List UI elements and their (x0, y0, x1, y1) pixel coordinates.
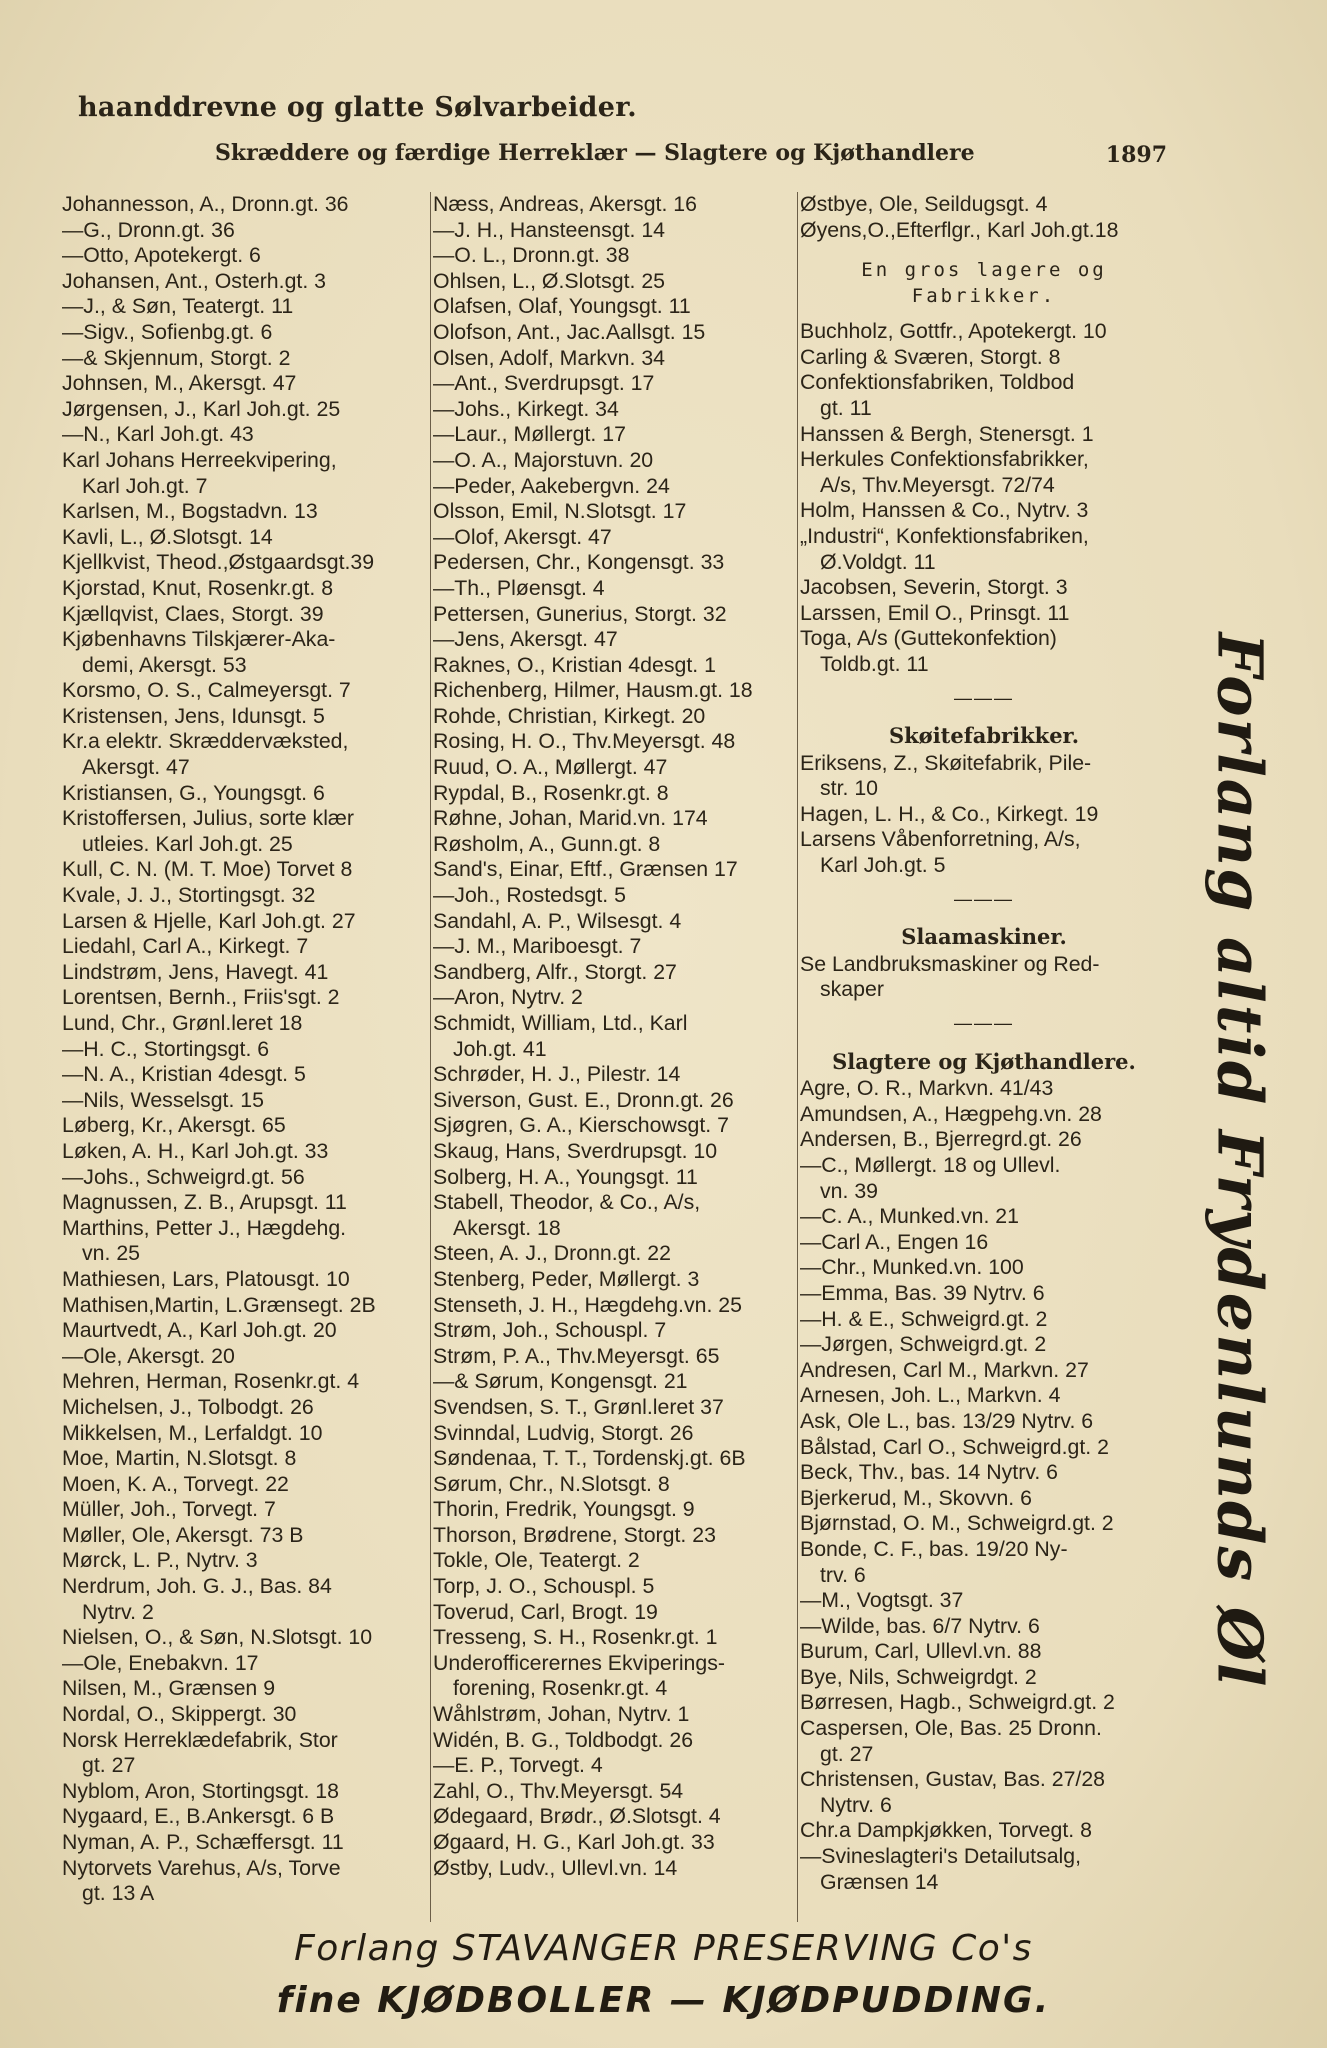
top-continuation-line: haanddrevne og glatte Sølvarbeider. (78, 92, 637, 123)
directory-entry: Stenberg, Peder, Møllergt. 3 (433, 1266, 700, 1291)
running-head: Skræddere og færdige Herreklær — Slagtere og Kjøthandlere (215, 140, 975, 166)
column-1 (62, 192, 427, 1907)
directory-entry: —& Sørum, Kongensgt. 21 (433, 1369, 688, 1394)
directory-entry: Rosing, H. O., Thv.Meyersgt. 48 (433, 729, 736, 754)
slaa-heading: Slaamaskiner. (901, 924, 1067, 950)
directory-entry: Svendsen, S. T., Grønl.leret 37 (433, 1394, 724, 1419)
skoite-heading: Skøitefabrikker. (888, 723, 1080, 749)
directory-entry: Børresen, Hagb., Schweigrd.gt. 2 (800, 1690, 1115, 1715)
engros-heading-line: En gros lagere og (861, 259, 1107, 282)
directory-entry: Liedahl, Carl A., Kirkegt. 7 (62, 934, 309, 959)
directory-entry: Nyblom, Aron, Stortingsgt. 18 (62, 1778, 339, 1803)
directory-entry: Kjøbenhavns Tilskjærer-Aka- (62, 627, 336, 652)
directory-entry: —G., Dronn.gt. 36 (62, 217, 235, 242)
directory-entry: Christensen, Gustav, Bas. 27/28 (800, 1767, 1106, 1792)
directory-entry: Sandberg, Alfr., Storgt. 27 (433, 959, 677, 984)
directory-entry: Johnsen, M., Akersgt. 47 (62, 371, 297, 396)
directory-entry: Sand's, Einar, Eftf., Grænsen 17 (433, 857, 738, 882)
directory-entry: Herkules Confektionsfabrikker, (800, 447, 1089, 472)
directory-entry: Øyens,O.,Efterflgr., Karl Joh.gt.18 (800, 217, 1119, 242)
directory-entry: —Wilde, bas. 6/7 Nytrv. 6 (800, 1613, 1040, 1638)
directory-entry: Øgaard, H. G., Karl Joh.gt. 33 (433, 1830, 715, 1854)
directory-entry: Karlsen, M., Bogstadvn. 13 (62, 499, 318, 524)
directory-entry: Pedersen, Chr., Kongensgt. 33 (433, 550, 725, 575)
directory-entry: Jørgensen, J., Karl Joh.gt. 25 (62, 396, 341, 421)
directory-entry: —Jørgen, Schweigrd.gt. 2 (800, 1332, 1047, 1357)
directory-entry: —Emma, Bas. 39 Nytrv. 6 (800, 1280, 1045, 1305)
directory-entry: Thorson, Brødrene, Storgt. 23 (433, 1522, 716, 1547)
directory-entry: Grænsen 14 (820, 1869, 939, 1894)
directory-entry: Moen, K. A., Torvegt. 22 (62, 1471, 289, 1496)
directory-entry: Sørum, Chr., N.Slotsgt. 8 (433, 1471, 670, 1496)
directory-entry: Rypdal, B., Rosenkr.gt. 8 (433, 780, 669, 805)
directory-entry: Bjerkerud, M., Skovvn. 6 (800, 1485, 1032, 1510)
directory-entry: Møller, Ole, Akersgt. 73 B (62, 1522, 304, 1547)
directory-entry: Wåhlstrøm, Johan, Nytrv. 1 (433, 1702, 690, 1727)
directory-entry: —Laur., Møllergt. 17 (433, 422, 626, 447)
directory-entry: Chr.a Dampkjøkken, Torvegt. 8 (800, 1818, 1092, 1843)
bottom-ad-line-1: Forlang STAVANGER PRESERVING Co's (294, 1928, 1033, 1969)
directory-entry: Strøm, Joh., Schouspl. 7 (433, 1318, 667, 1343)
directory-entry: Caspersen, Ole, Bas. 25 Dronn. (800, 1716, 1102, 1741)
directory-entry: Ødegaard, Brødr., Ø.Slotsgt. 4 (433, 1804, 721, 1829)
column-3 (800, 192, 1168, 1895)
column-2 (433, 192, 795, 1881)
directory-entry: Ruud, O. A., Møllergt. 47 (433, 755, 668, 780)
directory-entry: Mikkelsen, M., Lerfaldgt. 10 (62, 1420, 323, 1445)
directory-entry: Magnussen, Z. B., Arupsgt. 11 (62, 1190, 347, 1215)
directory-entry: Marthins, Petter J., Hægdehg. (62, 1215, 347, 1240)
separator: ——— (954, 687, 1014, 708)
directory-entry: Nordal, O., Skippergt. 30 (62, 1702, 297, 1727)
directory-entry: —M., Vogtsgt. 37 (800, 1588, 964, 1613)
directory-entry: Rohde, Christian, Kirkegt. 20 (433, 703, 706, 728)
directory-entry: Norsk Herreklædefabrik, Stor (62, 1727, 338, 1752)
separator: ——— (954, 1013, 1014, 1034)
directory-entry: forening, Rosenkr.gt. 4 (453, 1676, 668, 1701)
slaa-list (800, 952, 1168, 1003)
directory-entry: str. 10 (820, 776, 879, 801)
directory-entry: Zahl, O., Thv.Meyersgt. 54 (433, 1778, 684, 1803)
directory-entry: Nilsen, M., Grænsen 9 (62, 1676, 276, 1701)
directory-entry: Løken, A. H., Karl Joh.gt. 33 (62, 1138, 329, 1163)
directory-entry: Næss, Andreas, Akersgt. 16 (433, 192, 697, 216)
directory-entry: Mørck, L. P., Nytrv. 3 (62, 1548, 258, 1573)
directory-entry: —H. & E., Schweigrd.gt. 2 (800, 1306, 1048, 1331)
directory-entry: Andersen, B., Bjerregrd.gt. 26 (800, 1127, 1082, 1152)
directory-entry: —E. P., Torvegt. 4 (433, 1753, 603, 1778)
directory-entry: demi, Akersgt. 53 (82, 652, 247, 677)
directory-entry: Maurtvedt, A., Karl Joh.gt. 20 (62, 1318, 337, 1343)
directory-entry: Røsholm, A., Gunn.gt. 8 (433, 831, 661, 856)
directory-entry: trv. 6 (820, 1562, 866, 1587)
directory-entry: —J., & Søn, Teatergt. 11 (62, 294, 294, 319)
directory-entry: —O. L., Dronn.gt. 38 (433, 243, 630, 268)
directory-entry: Toga, A/s (Guttekonfektion) (800, 626, 1057, 651)
directory-entry: Nytrv. 6 (820, 1792, 892, 1817)
directory-entry: Østbye, Ole, Seildugsgt. 4 (800, 192, 1048, 216)
directory-entry: Buchholz, Gottfr., Apotekergt. 10 (800, 319, 1107, 344)
directory-entry: Olafsen, Olaf, Youngsgt. 11 (433, 294, 691, 319)
directory-entry: Michelsen, J., Tolbodgt. 26 (62, 1394, 314, 1419)
directory-entry: Beck, Thv., bas. 14 Nytrv. 6 (800, 1460, 1059, 1485)
directory-entry: Bye, Nils, Schweigrdgt. 2 (800, 1664, 1037, 1689)
directory-entry: Agre, O. R., Markvn. 41/43 (800, 1076, 1054, 1101)
directory-entry: Lund, Chr., Grønl.leret 18 (62, 1011, 303, 1035)
directory-entry: —Peder, Aakebergvn. 24 (433, 473, 670, 498)
directory-entry: Müller, Joh., Torvegt. 7 (62, 1497, 276, 1522)
directory-entry: —J. H., Hansteensgt. 14 (433, 217, 666, 242)
slagtere-list (800, 1076, 1168, 1895)
directory-entry: „Industri“, Konfektionsfabriken, (800, 523, 1089, 548)
directory-entry: —H. C., Stortingsgt. 6 (62, 1036, 270, 1061)
directory-entry: —Ole, Akersgt. 20 (62, 1343, 235, 1368)
directory-entry: Lindstrøm, Jens, Havegt. 41 (62, 959, 329, 984)
directory-entry: —N. A., Kristian 4desgt. 5 (62, 1062, 306, 1087)
directory-entry: Karl Joh.gt. 7 (82, 473, 208, 498)
skoite-list (800, 751, 1168, 879)
directory-entry: Kristensen, Jens, Idunsgt. 5 (62, 703, 325, 728)
directory-entry: —O. A., Majorstuvn. 20 (433, 447, 654, 472)
directory-entry: Kvale, J. J., Stortingsgt. 32 (62, 883, 316, 908)
directory-entry: Olsen, Adolf, Markvn. 34 (433, 345, 666, 370)
directory-entry: Richenberg, Hilmer, Hausm.gt. 18 (433, 678, 753, 703)
directory-entry: Kr.a elektr. Skræddervæksted, (62, 729, 349, 754)
directory-entry: Nerdrum, Joh. G. J., Bas. 84 (62, 1574, 332, 1599)
directory-entry: —C. A., Munked.vn. 21 (800, 1204, 1019, 1229)
directory-entry: —Ant., Sverdrupsgt. 17 (433, 371, 655, 396)
directory-entry: Toldb.gt. 11 (820, 651, 929, 676)
directory-entry: Stenseth, J. H., Hægdehg.vn. 25 (433, 1292, 742, 1317)
column-rule (797, 192, 798, 1922)
directory-entry: Schmidt, William, Ltd., Karl (433, 1011, 688, 1035)
directory-entry: Amundsen, A., Hægpehg.vn. 28 (800, 1101, 1102, 1126)
directory-entry: Confektionsfabriken, Toldbod (800, 370, 1075, 395)
directory-entry: —Olof, Akersgt. 47 (433, 524, 612, 549)
directory-entry: —Johs., Schweigrd.gt. 56 (62, 1164, 305, 1189)
col3-top-list (800, 192, 1168, 243)
directory-entry: Karl Joh.gt. 5 (820, 853, 946, 878)
directory-entry: —J. M., Mariboesgt. 7 (433, 934, 642, 959)
directory-entry: Kristiansen, G., Youngsgt. 6 (62, 780, 325, 805)
directory-entry: Holm, Hanssen & Co., Nytrv. 3 (800, 498, 1089, 523)
directory-entry: Akersgt. 18 (453, 1215, 561, 1240)
directory-entry: Nyman, A. P., Schæffersgt. 11 (62, 1830, 344, 1854)
directory-entry: Olsson, Emil, N.Slotsgt. 17 (433, 499, 687, 524)
directory-entry: —Sigv., Sofienbg.gt. 6 (62, 319, 273, 344)
engros-heading-line: Fabrikker. (911, 285, 1057, 308)
directory-entry: Søndenaa, T. T., Tordenskj.gt. 6B (433, 1446, 746, 1471)
directory-entry: Kavli, L., Ø.Slotsgt. 14 (62, 524, 273, 549)
directory-entry: Nygaard, E., B.Ankersgt. 6 B (62, 1804, 335, 1829)
directory-entry: Se Landbruksmaskiner og Red- (800, 951, 1100, 976)
directory-entry: Arnesen, Joh. L., Markvn. 4 (800, 1383, 1061, 1408)
directory-entry: Røhne, Johan, Marid.vn. 174 (433, 806, 708, 831)
vertical-advertisement (1195, 540, 1285, 1780)
directory-entry: Solberg, H. A., Youngsgt. 11 (433, 1164, 698, 1189)
directory-entry: gt. 27 (820, 1741, 874, 1766)
directory-entry: Løberg, Kr., Akersgt. 65 (62, 1113, 286, 1138)
directory-entry: Ohlsen, L., Ø.Slotsgt. 25 (433, 268, 666, 293)
directory-entry: Nytorvets Varehus, A/s, Torve (62, 1855, 341, 1880)
directory-entry: Lorentsen, Bernh., Friis'sgt. 2 (62, 985, 340, 1010)
directory-entry: Carling & Sværen, Storgt. 8 (800, 344, 1061, 369)
directory-entry: Karl Johans Herreekvipering, (62, 447, 337, 472)
directory-entry: Sandahl, A. P., Wilsesgt. 4 (433, 908, 682, 933)
directory-entry: Johansen, Ant., Osterh.gt. 3 (62, 268, 327, 293)
directory-entry: Stabell, Theodor, & Co., A/s, (433, 1190, 701, 1215)
engros-heading (800, 257, 1168, 309)
directory-entry: Moe, Martin, N.Slotsgt. 8 (62, 1446, 297, 1471)
directory-entry: Larsen & Hjelle, Karl Joh.gt. 27 (62, 908, 356, 933)
directory-entry: —Carl A., Engen 16 (800, 1229, 989, 1254)
directory-entry: —N., Karl Joh.gt. 43 (62, 422, 254, 447)
directory-entry: Thorin, Fredrik, Youngsgt. 9 (433, 1497, 695, 1522)
directory-entry: vn. 39 (820, 1178, 879, 1203)
directory-entry: Johannesson, A., Dronn.gt. 36 (62, 192, 349, 216)
directory-entry: Burum, Carl, Ullevl.vn. 88 (800, 1639, 1042, 1664)
directory-entry: gt. 13 A (82, 1881, 155, 1906)
directory-entry: Raknes, O., Kristian 4desgt. 1 (433, 652, 716, 677)
directory-entry: Siverson, Gust. E., Dronn.gt. 26 (433, 1087, 734, 1112)
directory-entry: Tresseng, S. H., Rosenkr.gt. 1 (433, 1625, 718, 1650)
directory-entry: Mathisen,Martin, L.Grænsegt. 2B (62, 1292, 376, 1317)
directory-entry: —Aron, Nytrv. 2 (433, 985, 583, 1010)
slagtere-heading: Slagtere og Kjøthandlere. (832, 1048, 1136, 1074)
directory-entry: Andresen, Carl M., Markvn. 27 (800, 1357, 1089, 1382)
directory-entry: vn. 25 (82, 1241, 141, 1266)
directory-entry: Larssen, Emil O., Prinsgt. 11 (800, 600, 1070, 625)
directory-entry: Steen, A. J., Dronn.gt. 22 (433, 1241, 671, 1266)
directory-entry: —Th., Pløensgt. 4 (433, 575, 605, 600)
directory-entry: Mathiesen, Lars, Platousgt. 10 (62, 1266, 350, 1291)
directory-entry: Hagen, L. H., & Co., Kirkegt. 19 (800, 801, 1099, 826)
directory-entry: Kull, C. N. (M. T. Moe) Torvet 8 (62, 857, 353, 882)
directory-entry: —Otto, Apotekergt. 6 (62, 243, 261, 268)
directory-entry: skaper (820, 977, 884, 1002)
directory-entry: Nielsen, O., & Søn, N.Slotsgt. 10 (62, 1625, 373, 1650)
directory-entry: Sjøgren, G. A., Kierschowsgt. 7 (433, 1113, 729, 1138)
directory-entry: —& Skjennum, Storgt. 2 (62, 345, 291, 370)
directory-entry: —Johs., Kirkegt. 34 (433, 396, 619, 421)
directory-entry: Schrøder, H. J., Pilestr. 14 (433, 1062, 681, 1087)
directory-entry: Eriksens, Z., Skøitefabrik, Pile- (800, 750, 1092, 775)
page-number: 1897 (1105, 142, 1167, 168)
directory-entry: utleies. Karl Joh.gt. 25 (82, 831, 293, 856)
directory-entry: Jacobsen, Severin, Storgt. 3 (800, 575, 1068, 600)
column-rule (430, 192, 431, 1922)
directory-entry: Kjællqvist, Claes, Storgt. 39 (62, 601, 324, 626)
directory-entry: Bålstad, Carl O., Schweigrd.gt. 2 (800, 1434, 1109, 1459)
directory-entry: Joh.gt. 41 (453, 1036, 547, 1061)
directory-entry: Bjørnstad, O. M., Schweigrd.gt. 2 (800, 1511, 1114, 1536)
engros-list (800, 319, 1168, 677)
directory-entry: Underofficerernes Ekviperings- (433, 1650, 725, 1675)
separator: ——— (954, 888, 1014, 909)
directory-entry: —C., Møllergt. 18 og Ullevl. (800, 1153, 1061, 1177)
directory-entry: —Nils, Wesselsgt. 15 (62, 1087, 264, 1112)
directory-entry: Hanssen & Bergh, Stenersgt. 1 (800, 421, 1094, 446)
directory-entry: A/s, Thv.Meyersgt. 72/74 (820, 472, 1055, 497)
directory-entry: Kjellkvist, Theod.,Østgaardsgt.39 (62, 550, 375, 575)
directory-entry: Korsmo, O. S., Calmeyersgt. 7 (62, 678, 351, 703)
directory-entry: gt. 11 (820, 395, 872, 420)
directory-entry: Strøm, P. A., Thv.Meyersgt. 65 (433, 1343, 720, 1368)
directory-entry: Akersgt. 47 (82, 755, 190, 780)
directory-entry: —Svineslagteri's Detailutsalg, (800, 1844, 1082, 1869)
directory-entry: —Chr., Munked.vn. 100 (800, 1255, 1024, 1280)
directory-entry: Ø.Voldgt. 11 (820, 549, 936, 574)
directory-entry: —Ole, Enebakvn. 17 (62, 1650, 259, 1675)
directory-entry: —Jens, Akersgt. 47 (433, 627, 618, 652)
directory-entry: Skaug, Hans, Sverdrupsgt. 10 (433, 1138, 718, 1163)
directory-entry: Bonde, C. F., bas. 19/20 Ny- (800, 1536, 1068, 1561)
vertical-ad-text: Forlang altid Frydenlunds Øl (1203, 632, 1277, 1688)
directory-entry: Mehren, Herman, Rosenkr.gt. 4 (62, 1369, 360, 1394)
directory-entry: —Joh., Rostedsgt. 5 (433, 883, 626, 908)
directory-entry: Toverud, Carl, Brogt. 19 (433, 1599, 658, 1624)
directory-entry: gt. 27 (82, 1753, 136, 1778)
directory-entry: Kristoffersen, Julius, sorte klær (62, 806, 354, 831)
directory-entry: Olofson, Ant., Jac.Aallsgt. 15 (433, 319, 706, 344)
directory-entry: Pettersen, Gunerius, Storgt. 32 (433, 601, 727, 626)
directory-entry: Nytrv. 2 (82, 1599, 154, 1624)
directory-entry: Svinndal, Ludvig, Storgt. 26 (433, 1420, 694, 1445)
directory-entry: Larsens Våbenforretning, A/s, (800, 827, 1081, 852)
directory-entry: Tokle, Ole, Teatergt. 2 (433, 1548, 640, 1573)
directory-entry: Ask, Ole L., bas. 13/29 Nytrv. 6 (800, 1408, 1094, 1433)
directory-entry: Kjorstad, Knut, Rosenkr.gt. 8 (62, 575, 334, 600)
directory-entry: Østby, Ludv., Ullevl.vn. 14 (433, 1855, 678, 1880)
bottom-ad-line-2: fine KJØDBOLLER — KJØDPUDDING. (276, 1980, 1051, 2021)
directory-entry: Torp, J. O., Schouspl. 5 (433, 1574, 655, 1599)
directory-entry: Widén, B. G., Toldbodgt. 26 (433, 1727, 694, 1752)
